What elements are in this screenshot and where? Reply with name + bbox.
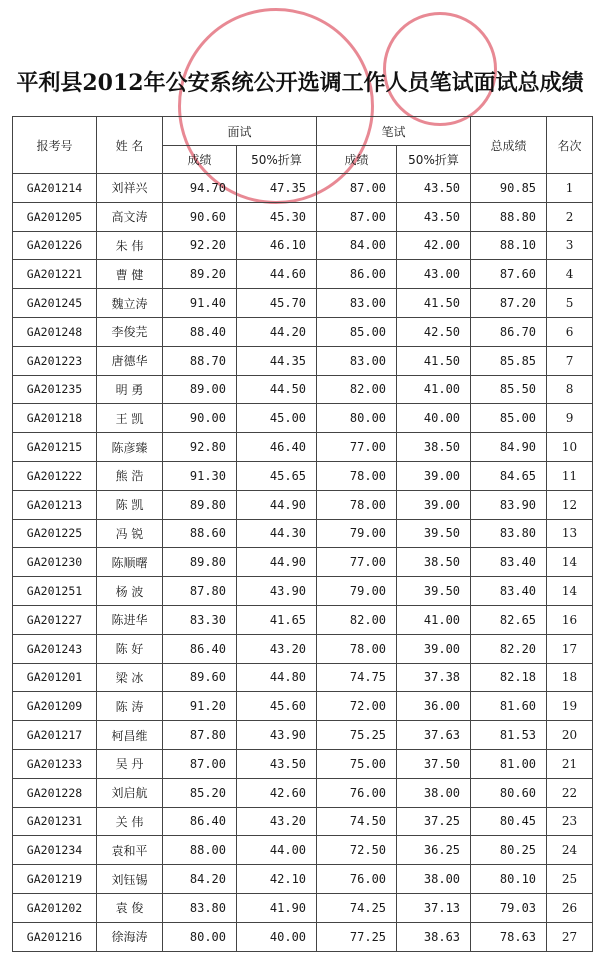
header-interview-half: 50%折算: [237, 146, 317, 174]
header-interview-score: 成绩: [163, 146, 237, 174]
header-rank: 名次: [547, 117, 593, 174]
written-half-cell: 41.00: [397, 605, 471, 634]
header-written-score: 成绩: [317, 146, 397, 174]
table-row: [13, 202, 593, 231]
exam-no-cell: GA201218: [13, 404, 97, 433]
exam-no-cell: GA201214: [13, 174, 97, 203]
name-cell: 朱 伟: [97, 231, 163, 260]
exam-no-cell: GA201231: [13, 807, 97, 836]
interview-score-cell: 92.80: [163, 433, 237, 462]
name-cell: 曹 健: [97, 260, 163, 289]
interview-half-cell: 44.35: [237, 346, 317, 375]
exam-no-cell: GA201227: [13, 605, 97, 634]
exam-no-cell: GA201222: [13, 461, 97, 490]
written-half-cell: 43.50: [397, 202, 471, 231]
total-score-cell: 81.00: [471, 749, 547, 778]
table-row: [13, 404, 593, 433]
table-row: [13, 721, 593, 750]
interview-half-cell: 46.40: [237, 433, 317, 462]
written-score-cell: 78.00: [317, 490, 397, 519]
interview-half-cell: 43.20: [237, 634, 317, 663]
interview-half-cell: 41.65: [237, 605, 317, 634]
written-score-cell: 87.00: [317, 174, 397, 203]
name-cell: 刘祥兴: [97, 174, 163, 203]
written-score-cell: 77.25: [317, 922, 397, 951]
interview-half-cell: 45.00: [237, 404, 317, 433]
name-cell: 袁和平: [97, 836, 163, 865]
table-body: [13, 174, 593, 952]
written-half-cell: 40.00: [397, 404, 471, 433]
written-half-cell: 41.50: [397, 346, 471, 375]
interview-half-cell: 43.90: [237, 577, 317, 606]
exam-no-cell: GA201219: [13, 865, 97, 894]
interview-half-cell: 44.80: [237, 663, 317, 692]
written-half-cell: 39.50: [397, 577, 471, 606]
table-row: [13, 692, 593, 721]
total-score-cell: 83.40: [471, 577, 547, 606]
interview-score-cell: 87.00: [163, 749, 237, 778]
name-cell: 高文涛: [97, 202, 163, 231]
written-score-cell: 74.25: [317, 893, 397, 922]
interview-half-cell: 45.70: [237, 289, 317, 318]
written-half-cell: 42.50: [397, 317, 471, 346]
name-cell: 明 勇: [97, 375, 163, 404]
table-row: [13, 317, 593, 346]
total-score-cell: 80.25: [471, 836, 547, 865]
interview-score-cell: 88.60: [163, 519, 237, 548]
score-table: [12, 116, 593, 952]
table-row: [13, 519, 593, 548]
written-score-cell: 83.00: [317, 289, 397, 318]
written-half-cell: 43.50: [397, 174, 471, 203]
interview-half-cell: 42.10: [237, 865, 317, 894]
total-score-cell: 88.80: [471, 202, 547, 231]
written-half-cell: 38.63: [397, 922, 471, 951]
written-half-cell: 42.00: [397, 231, 471, 260]
exam-no-cell: GA201228: [13, 778, 97, 807]
header-exam-no: 报考号: [13, 117, 97, 174]
total-score-cell: 86.70: [471, 317, 547, 346]
written-half-cell: 39.00: [397, 634, 471, 663]
rank-cell: 16: [547, 605, 593, 634]
written-score-cell: 72.00: [317, 692, 397, 721]
exam-no-cell: GA201225: [13, 519, 97, 548]
interview-score-cell: 94.70: [163, 174, 237, 203]
written-half-cell: 41.00: [397, 375, 471, 404]
table-row: [13, 836, 593, 865]
total-score-cell: 84.65: [471, 461, 547, 490]
name-cell: 熊 浩: [97, 461, 163, 490]
interview-score-cell: 85.20: [163, 778, 237, 807]
written-half-cell: 37.25: [397, 807, 471, 836]
rank-cell: 2: [547, 202, 593, 231]
exam-no-cell: GA201235: [13, 375, 97, 404]
rank-cell: 12: [547, 490, 593, 519]
interview-score-cell: 89.60: [163, 663, 237, 692]
interview-half-cell: 42.60: [237, 778, 317, 807]
interview-score-cell: 80.00: [163, 922, 237, 951]
rank-cell: 17: [547, 634, 593, 663]
interview-score-cell: 83.80: [163, 893, 237, 922]
table-row: [13, 605, 593, 634]
interview-half-cell: 40.00: [237, 922, 317, 951]
exam-no-cell: GA201202: [13, 893, 97, 922]
exam-no-cell: GA201243: [13, 634, 97, 663]
written-half-cell: 37.50: [397, 749, 471, 778]
name-cell: 袁 俊: [97, 893, 163, 922]
written-score-cell: 78.00: [317, 634, 397, 663]
table-row: [13, 490, 593, 519]
rank-cell: 3: [547, 231, 593, 260]
header-row-top: [13, 117, 593, 146]
table-row: [13, 893, 593, 922]
written-half-cell: 38.00: [397, 865, 471, 894]
rank-cell: 13: [547, 519, 593, 548]
rank-cell: 1: [547, 174, 593, 203]
rank-cell: 9: [547, 404, 593, 433]
table-row: [13, 922, 593, 951]
interview-score-cell: 89.80: [163, 490, 237, 519]
interview-score-cell: 91.20: [163, 692, 237, 721]
total-score-cell: 84.90: [471, 433, 547, 462]
written-score-cell: 83.00: [317, 346, 397, 375]
total-score-cell: 90.85: [471, 174, 547, 203]
total-score-cell: 82.20: [471, 634, 547, 663]
name-cell: 关 伟: [97, 807, 163, 836]
rank-cell: 25: [547, 865, 593, 894]
interview-score-cell: 87.80: [163, 721, 237, 750]
total-score-cell: 83.90: [471, 490, 547, 519]
header-written-half: 50%折算: [397, 146, 471, 174]
written-score-cell: 82.00: [317, 605, 397, 634]
interview-half-cell: 44.00: [237, 836, 317, 865]
name-cell: 王 凯: [97, 404, 163, 433]
rank-cell: 23: [547, 807, 593, 836]
table-row: [13, 289, 593, 318]
total-score-cell: 85.50: [471, 375, 547, 404]
written-half-cell: 37.13: [397, 893, 471, 922]
interview-half-cell: 44.50: [237, 375, 317, 404]
table-row: [13, 548, 593, 577]
table-row: [13, 375, 593, 404]
rank-cell: 8: [547, 375, 593, 404]
written-half-cell: 39.00: [397, 461, 471, 490]
interview-score-cell: 92.20: [163, 231, 237, 260]
name-cell: 梁 冰: [97, 663, 163, 692]
written-half-cell: 39.50: [397, 519, 471, 548]
rank-cell: 24: [547, 836, 593, 865]
written-score-cell: 76.00: [317, 778, 397, 807]
table-row: [13, 260, 593, 289]
rank-cell: 22: [547, 778, 593, 807]
interview-half-cell: 45.65: [237, 461, 317, 490]
interview-score-cell: 91.30: [163, 461, 237, 490]
interview-half-cell: 44.60: [237, 260, 317, 289]
table-row: [13, 634, 593, 663]
interview-half-cell: 45.60: [237, 692, 317, 721]
rank-cell: 18: [547, 663, 593, 692]
total-score-cell: 79.03: [471, 893, 547, 922]
rank-cell: 26: [547, 893, 593, 922]
interview-score-cell: 90.60: [163, 202, 237, 231]
name-cell: 魏立涛: [97, 289, 163, 318]
table-row: [13, 807, 593, 836]
written-score-cell: 80.00: [317, 404, 397, 433]
exam-no-cell: GA201226: [13, 231, 97, 260]
rank-cell: 19: [547, 692, 593, 721]
written-score-cell: 82.00: [317, 375, 397, 404]
name-cell: 柯昌维: [97, 721, 163, 750]
name-cell: 刘钰锡: [97, 865, 163, 894]
name-cell: 徐海涛: [97, 922, 163, 951]
interview-half-cell: 44.30: [237, 519, 317, 548]
header-total: 总成绩: [471, 117, 547, 174]
name-cell: 冯 锐: [97, 519, 163, 548]
interview-score-cell: 86.40: [163, 807, 237, 836]
interview-score-cell: 86.40: [163, 634, 237, 663]
written-half-cell: 38.50: [397, 548, 471, 577]
document-title: 平利县2012年公安系统公开选调工作人员笔试面试总成绩: [16, 70, 584, 96]
interview-score-cell: 88.40: [163, 317, 237, 346]
exam-no-cell: GA201248: [13, 317, 97, 346]
interview-score-cell: 90.00: [163, 404, 237, 433]
exam-no-cell: GA201233: [13, 749, 97, 778]
table-row: [13, 749, 593, 778]
rank-cell: 5: [547, 289, 593, 318]
total-score-cell: 80.60: [471, 778, 547, 807]
written-half-cell: 38.50: [397, 433, 471, 462]
name-cell: 陈彦臻: [97, 433, 163, 462]
written-score-cell: 79.00: [317, 519, 397, 548]
rank-cell: 14: [547, 548, 593, 577]
name-cell: 吴 丹: [97, 749, 163, 778]
exam-no-cell: GA201213: [13, 490, 97, 519]
total-score-cell: 82.65: [471, 605, 547, 634]
total-score-cell: 80.10: [471, 865, 547, 894]
total-score-cell: 81.53: [471, 721, 547, 750]
rank-cell: 6: [547, 317, 593, 346]
interview-score-cell: 88.70: [163, 346, 237, 375]
exam-no-cell: GA201223: [13, 346, 97, 375]
header-written: 笔试: [317, 117, 471, 146]
written-score-cell: 75.00: [317, 749, 397, 778]
header-name: 姓 名: [97, 117, 163, 174]
table-row: [13, 461, 593, 490]
interview-half-cell: 43.90: [237, 721, 317, 750]
name-cell: 陈 涛: [97, 692, 163, 721]
name-cell: 李俊芫: [97, 317, 163, 346]
total-score-cell: 83.40: [471, 548, 547, 577]
name-cell: 陈进华: [97, 605, 163, 634]
interview-half-cell: 44.90: [237, 548, 317, 577]
written-score-cell: 78.00: [317, 461, 397, 490]
table-row: [13, 865, 593, 894]
interview-score-cell: 91.40: [163, 289, 237, 318]
total-score-cell: 80.45: [471, 807, 547, 836]
written-score-cell: 86.00: [317, 260, 397, 289]
table-row: [13, 231, 593, 260]
written-score-cell: 77.00: [317, 548, 397, 577]
rank-cell: 27: [547, 922, 593, 951]
exam-no-cell: GA201234: [13, 836, 97, 865]
written-score-cell: 87.00: [317, 202, 397, 231]
table-row: [13, 433, 593, 462]
written-score-cell: 75.25: [317, 721, 397, 750]
total-score-cell: 87.60: [471, 260, 547, 289]
interview-half-cell: 43.50: [237, 749, 317, 778]
written-half-cell: 36.00: [397, 692, 471, 721]
interview-score-cell: 89.20: [163, 260, 237, 289]
total-score-cell: 81.60: [471, 692, 547, 721]
written-half-cell: 41.50: [397, 289, 471, 318]
written-score-cell: 84.00: [317, 231, 397, 260]
total-score-cell: 88.10: [471, 231, 547, 260]
name-cell: 唐德华: [97, 346, 163, 375]
interview-score-cell: 89.00: [163, 375, 237, 404]
rank-cell: 7: [547, 346, 593, 375]
written-half-cell: 43.00: [397, 260, 471, 289]
table-row: [13, 174, 593, 203]
written-half-cell: 38.00: [397, 778, 471, 807]
interview-half-cell: 45.30: [237, 202, 317, 231]
rank-cell: 10: [547, 433, 593, 462]
total-score-cell: 87.20: [471, 289, 547, 318]
exam-no-cell: GA201201: [13, 663, 97, 692]
interview-half-cell: 41.90: [237, 893, 317, 922]
exam-no-cell: GA201217: [13, 721, 97, 750]
exam-no-cell: GA201230: [13, 548, 97, 577]
total-score-cell: 82.18: [471, 663, 547, 692]
written-score-cell: 77.00: [317, 433, 397, 462]
interview-half-cell: 43.20: [237, 807, 317, 836]
rank-cell: 4: [547, 260, 593, 289]
name-cell: 杨 波: [97, 577, 163, 606]
rank-cell: 20: [547, 721, 593, 750]
interview-score-cell: 83.30: [163, 605, 237, 634]
exam-no-cell: GA201216: [13, 922, 97, 951]
written-score-cell: 76.00: [317, 865, 397, 894]
table-row: [13, 577, 593, 606]
exam-no-cell: GA201209: [13, 692, 97, 721]
interview-half-cell: 46.10: [237, 231, 317, 260]
written-score-cell: 79.00: [317, 577, 397, 606]
interview-score-cell: 87.80: [163, 577, 237, 606]
interview-half-cell: 44.20: [237, 317, 317, 346]
interview-score-cell: 84.20: [163, 865, 237, 894]
rank-cell: 21: [547, 749, 593, 778]
name-cell: 陈顺曙: [97, 548, 163, 577]
total-score-cell: 85.85: [471, 346, 547, 375]
written-score-cell: 74.50: [317, 807, 397, 836]
written-half-cell: 36.25: [397, 836, 471, 865]
written-score-cell: 72.50: [317, 836, 397, 865]
table-row: [13, 346, 593, 375]
exam-no-cell: GA201205: [13, 202, 97, 231]
exam-no-cell: GA201245: [13, 289, 97, 318]
written-half-cell: 37.63: [397, 721, 471, 750]
total-score-cell: 83.80: [471, 519, 547, 548]
exam-no-cell: GA201251: [13, 577, 97, 606]
exam-no-cell: GA201221: [13, 260, 97, 289]
interview-half-cell: 44.90: [237, 490, 317, 519]
table-row: [13, 778, 593, 807]
interview-half-cell: 47.35: [237, 174, 317, 203]
written-score-cell: 85.00: [317, 317, 397, 346]
rank-cell: 14: [547, 577, 593, 606]
name-cell: 陈 好: [97, 634, 163, 663]
header-interview: 面试: [163, 117, 317, 146]
name-cell: 陈 凯: [97, 490, 163, 519]
name-cell: 刘启航: [97, 778, 163, 807]
interview-score-cell: 89.80: [163, 548, 237, 577]
written-score-cell: 74.75: [317, 663, 397, 692]
total-score-cell: 85.00: [471, 404, 547, 433]
interview-score-cell: 88.00: [163, 836, 237, 865]
table-row: [13, 663, 593, 692]
total-score-cell: 78.63: [471, 922, 547, 951]
rank-cell: 11: [547, 461, 593, 490]
written-half-cell: 39.00: [397, 490, 471, 519]
written-half-cell: 37.38: [397, 663, 471, 692]
exam-no-cell: GA201215: [13, 433, 97, 462]
